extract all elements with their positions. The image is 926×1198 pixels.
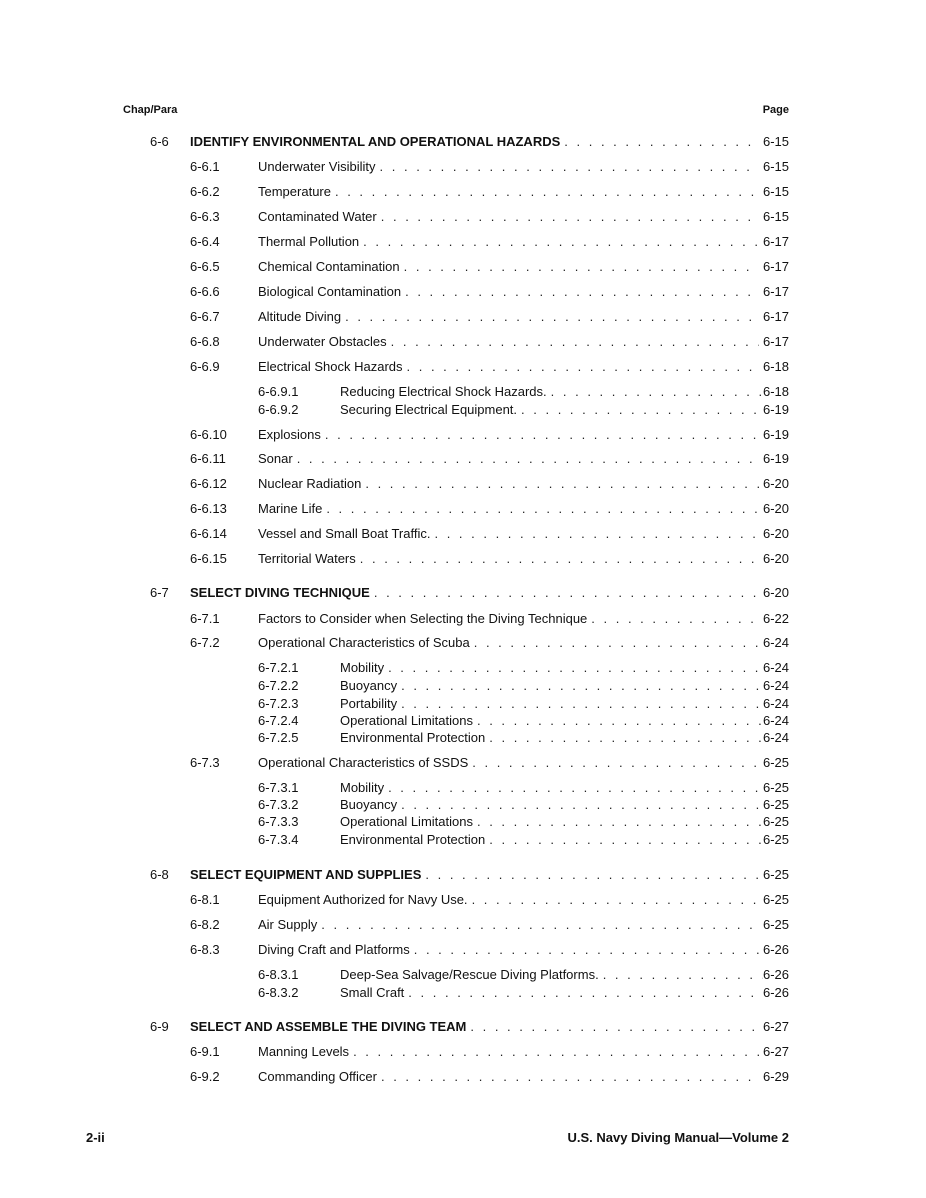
section-number: 6-8.1 bbox=[190, 892, 220, 907]
toc-entry[interactable] bbox=[190, 183, 789, 200]
toc-entry[interactable] bbox=[190, 754, 789, 771]
section-title: Marine Life bbox=[258, 501, 323, 516]
page-reference: 6-19 bbox=[762, 427, 789, 442]
toc-entry[interactable] bbox=[258, 831, 789, 848]
page-reference: 6-24 bbox=[762, 730, 789, 745]
page-reference: 6-25 bbox=[762, 832, 789, 847]
page-reference: 6-24 bbox=[762, 678, 789, 693]
section-title: Small Craft bbox=[340, 985, 405, 1000]
dot-leader bbox=[388, 779, 763, 796]
section-title: SELECT EQUIPMENT AND SUPPLIES bbox=[190, 867, 422, 882]
toc-entry[interactable] bbox=[258, 796, 789, 813]
page-reference: 6-17 bbox=[762, 234, 789, 249]
toc-entry[interactable] bbox=[190, 941, 789, 958]
section-title: Operational Characteristics of Scuba bbox=[258, 635, 470, 650]
page-reference: 6-27 bbox=[762, 1044, 789, 1059]
section-title: Reducing Electrical Shock Hazards. bbox=[340, 384, 547, 399]
page-reference: 6-25 bbox=[762, 814, 789, 829]
page-reference: 6-20 bbox=[762, 526, 789, 541]
toc-entry[interactable] bbox=[190, 891, 789, 908]
toc-entry[interactable] bbox=[150, 866, 789, 883]
section-number: 6-6.12 bbox=[190, 476, 227, 491]
section-title: Mobility bbox=[340, 780, 385, 795]
section-number: 6-6.11 bbox=[190, 451, 226, 466]
dot-leader bbox=[388, 659, 763, 676]
toc-entry[interactable] bbox=[190, 500, 789, 517]
dot-leader bbox=[360, 550, 759, 567]
column-header-chap-para: Chap/Para bbox=[123, 104, 178, 116]
page-reference: 6-25 bbox=[762, 917, 789, 932]
document-title: U.S. Navy Diving Manual—Volume 2 bbox=[567, 1130, 789, 1145]
page-reference: 6-20 bbox=[762, 501, 789, 516]
section-number: 6-7.1 bbox=[190, 611, 220, 626]
section-title: SELECT DIVING TECHNIQUE bbox=[190, 585, 370, 600]
section-number: 6-6.9.1 bbox=[258, 384, 299, 399]
dot-leader bbox=[591, 610, 759, 627]
toc-entry[interactable] bbox=[258, 401, 789, 418]
page-reference: 6-27 bbox=[762, 1019, 789, 1034]
section-number: 6-7.2.4 bbox=[258, 713, 299, 728]
section-title: Underwater Visibility bbox=[258, 159, 376, 174]
section-title: Diving Craft and Platforms bbox=[258, 942, 410, 957]
toc-entry[interactable] bbox=[190, 233, 789, 250]
section-number: 6-7.2.5 bbox=[258, 730, 299, 745]
section-title: Operational Limitations bbox=[340, 713, 473, 728]
dot-leader bbox=[407, 358, 759, 375]
section-title: SELECT AND ASSEMBLE THE DIVING TEAM bbox=[190, 1019, 467, 1034]
dot-leader bbox=[381, 208, 759, 225]
section-title: Underwater Obstacles bbox=[258, 334, 387, 349]
dot-leader bbox=[474, 634, 759, 651]
page-reference: 6-15 bbox=[762, 184, 789, 199]
section-title: Manning Levels bbox=[258, 1044, 350, 1059]
dot-leader bbox=[363, 233, 759, 250]
section-number: 6-7.3.1 bbox=[258, 780, 299, 795]
dot-leader bbox=[374, 584, 759, 601]
section-number: 6-9.1 bbox=[190, 1044, 220, 1059]
section-number: 6-8 bbox=[150, 867, 169, 882]
page-reference: 6-22 bbox=[762, 611, 789, 626]
section-title: Nuclear Radiation bbox=[258, 476, 362, 491]
dot-leader bbox=[489, 831, 763, 848]
section-title: Equipment Authorized for Navy Use. bbox=[258, 892, 468, 907]
section-number: 6-7.3.2 bbox=[258, 797, 299, 812]
section-number: 6-6.8 bbox=[190, 334, 220, 349]
section-number: 6-7.2 bbox=[190, 635, 220, 650]
section-number: 6-6.1 bbox=[190, 159, 220, 174]
page-reference: 6-15 bbox=[762, 209, 789, 224]
toc-entry[interactable] bbox=[190, 208, 789, 225]
section-number: 6-7.3.3 bbox=[258, 814, 299, 829]
section-title: Altitude Diving bbox=[258, 309, 342, 324]
toc-entry[interactable] bbox=[190, 610, 789, 627]
section-number: 6-8.3.2 bbox=[258, 985, 299, 1000]
section-number: 6-6.10 bbox=[190, 427, 227, 442]
toc-entry[interactable] bbox=[190, 525, 789, 542]
dot-leader bbox=[408, 984, 763, 1001]
page-reference: 6-24 bbox=[762, 660, 789, 675]
dot-leader bbox=[297, 450, 759, 467]
toc-entry[interactable] bbox=[190, 1043, 789, 1060]
dot-leader bbox=[477, 813, 763, 830]
dot-leader bbox=[405, 283, 759, 300]
section-number: 6-9 bbox=[150, 1019, 169, 1034]
dot-leader bbox=[401, 796, 763, 813]
toc-entry[interactable] bbox=[258, 712, 789, 729]
section-number: 6-6.4 bbox=[190, 234, 220, 249]
page-reference: 6-24 bbox=[762, 713, 789, 728]
dot-leader bbox=[401, 677, 763, 694]
section-number: 6-8.2 bbox=[190, 917, 220, 932]
dot-leader bbox=[380, 158, 759, 175]
page-reference: 6-18 bbox=[762, 384, 789, 399]
dot-leader bbox=[521, 401, 763, 418]
dot-leader bbox=[603, 966, 763, 983]
toc-entry[interactable] bbox=[258, 779, 789, 796]
section-title: Buoyancy bbox=[340, 678, 398, 693]
toc-entry[interactable] bbox=[190, 634, 789, 651]
toc-entry[interactable] bbox=[258, 695, 789, 712]
section-title: Chemical Contamination bbox=[258, 259, 400, 274]
dot-leader bbox=[326, 500, 759, 517]
toc-entry[interactable] bbox=[190, 358, 789, 375]
dot-leader bbox=[470, 1018, 759, 1035]
page-reference: 6-20 bbox=[762, 551, 789, 566]
dot-leader bbox=[564, 133, 759, 150]
page-reference: 6-18 bbox=[762, 359, 789, 374]
section-title: Air Supply bbox=[258, 917, 318, 932]
page-reference: 6-26 bbox=[762, 967, 789, 982]
section-title: Contaminated Water bbox=[258, 209, 377, 224]
section-number: 6-8.3 bbox=[190, 942, 220, 957]
section-number: 6-6 bbox=[150, 134, 169, 149]
page-reference: 6-24 bbox=[762, 696, 789, 711]
section-number: 6-6.6 bbox=[190, 284, 220, 299]
section-title: Explosions bbox=[258, 427, 321, 442]
toc-entry[interactable] bbox=[190, 550, 789, 567]
dot-leader bbox=[404, 258, 759, 275]
toc-entry[interactable] bbox=[190, 450, 789, 467]
dot-leader bbox=[365, 475, 759, 492]
section-title: Securing Electrical Equipment. bbox=[340, 402, 518, 417]
section-number: 6-6.9 bbox=[190, 359, 220, 374]
dot-leader bbox=[381, 1068, 759, 1085]
toc-entry[interactable] bbox=[190, 1068, 789, 1085]
section-number: 6-6.3 bbox=[190, 209, 220, 224]
dot-leader bbox=[335, 183, 759, 200]
section-title: Environmental Protection bbox=[340, 730, 486, 745]
section-title: Vessel and Small Boat Traffic. bbox=[258, 526, 431, 541]
section-number: 6-6.15 bbox=[190, 551, 227, 566]
section-title: Thermal Pollution bbox=[258, 234, 360, 249]
section-number: 6-7 bbox=[150, 585, 169, 600]
section-number: 6-7.2.1 bbox=[258, 660, 299, 675]
toc-entry[interactable] bbox=[258, 383, 789, 400]
section-number: 6-7.2.3 bbox=[258, 696, 299, 711]
dot-leader bbox=[472, 754, 759, 771]
dot-leader bbox=[414, 941, 759, 958]
dot-leader bbox=[321, 916, 759, 933]
page-reference: 6-20 bbox=[762, 585, 789, 600]
toc-entry[interactable] bbox=[258, 984, 789, 1001]
dot-leader bbox=[345, 308, 759, 325]
dot-leader bbox=[489, 729, 763, 746]
page-reference: 6-19 bbox=[762, 451, 789, 466]
section-title: Factors to Consider when Selecting the Diving Technique bbox=[258, 611, 588, 626]
toc-entry[interactable] bbox=[258, 813, 789, 830]
dot-leader bbox=[434, 525, 759, 542]
section-title: Operational Characteristics of SSDS bbox=[258, 755, 469, 770]
section-number: 6-7.2.2 bbox=[258, 678, 299, 693]
page-number: 2-ii bbox=[86, 1130, 105, 1145]
toc-entry[interactable] bbox=[150, 133, 789, 150]
section-title: Temperature bbox=[258, 184, 331, 199]
page-reference: 6-15 bbox=[762, 134, 789, 149]
page-reference: 6-17 bbox=[762, 309, 789, 324]
dot-leader bbox=[472, 891, 759, 908]
section-number: 6-8.3.1 bbox=[258, 967, 299, 982]
section-number: 6-6.5 bbox=[190, 259, 220, 274]
column-header-page: Page bbox=[762, 104, 789, 116]
page-reference: 6-25 bbox=[762, 797, 789, 812]
section-number: 6-6.7 bbox=[190, 309, 220, 324]
toc-entry[interactable] bbox=[190, 475, 789, 492]
dot-leader bbox=[401, 695, 763, 712]
toc-entry[interactable] bbox=[190, 916, 789, 933]
section-title: Commanding Officer bbox=[258, 1069, 377, 1084]
section-title: Mobility bbox=[340, 660, 385, 675]
page-reference: 6-24 bbox=[762, 635, 789, 650]
page-reference: 6-26 bbox=[762, 985, 789, 1000]
section-title: Buoyancy bbox=[340, 797, 398, 812]
page-reference: 6-17 bbox=[762, 334, 789, 349]
toc-entry[interactable] bbox=[258, 966, 789, 983]
toc-entry[interactable] bbox=[190, 308, 789, 325]
page-reference: 6-29 bbox=[762, 1069, 789, 1084]
toc-entry[interactable] bbox=[190, 283, 789, 300]
dot-leader bbox=[353, 1043, 759, 1060]
dot-leader bbox=[551, 383, 763, 400]
page-reference: 6-25 bbox=[762, 892, 789, 907]
page-reference: 6-20 bbox=[762, 476, 789, 491]
section-title: Deep-Sea Salvage/Rescue Diving Platforms. bbox=[340, 967, 599, 982]
toc-entry[interactable] bbox=[190, 158, 789, 175]
section-number: 6-7.3 bbox=[190, 755, 220, 770]
toc-entry[interactable] bbox=[150, 1018, 789, 1035]
section-number: 6-6.9.2 bbox=[258, 402, 299, 417]
page-reference: 6-19 bbox=[762, 402, 789, 417]
page-reference: 6-15 bbox=[762, 159, 789, 174]
toc-entry[interactable] bbox=[190, 258, 789, 275]
page-reference: 6-17 bbox=[762, 259, 789, 274]
section-title: IDENTIFY ENVIRONMENTAL AND OPERATIONAL HAZARDS bbox=[190, 134, 561, 149]
dot-leader bbox=[425, 866, 759, 883]
section-number: 6-6.14 bbox=[190, 526, 227, 541]
section-title: Electrical Shock Hazards bbox=[258, 359, 403, 374]
dot-leader bbox=[325, 426, 759, 443]
section-number: 6-9.2 bbox=[190, 1069, 220, 1084]
section-title: Environmental Protection bbox=[340, 832, 486, 847]
toc-entry[interactable] bbox=[258, 677, 789, 694]
toc-entry[interactable] bbox=[258, 659, 789, 676]
section-number: 6-6.2 bbox=[190, 184, 220, 199]
page-reference: 6-25 bbox=[762, 867, 789, 882]
section-title: Portability bbox=[340, 696, 398, 711]
page-reference: 6-17 bbox=[762, 284, 789, 299]
section-title: Territorial Waters bbox=[258, 551, 356, 566]
section-title: Biological Contamination bbox=[258, 284, 402, 299]
section-title: Operational Limitations bbox=[340, 814, 473, 829]
section-number: 6-7.3.4 bbox=[258, 832, 299, 847]
toc-entry[interactable] bbox=[258, 729, 789, 746]
page-reference: 6-25 bbox=[762, 780, 789, 795]
toc-entry[interactable] bbox=[190, 333, 789, 350]
dot-leader bbox=[391, 333, 759, 350]
dot-leader bbox=[477, 712, 763, 729]
toc-entry[interactable] bbox=[190, 426, 789, 443]
section-title: Sonar bbox=[258, 451, 293, 466]
page-reference: 6-26 bbox=[762, 942, 789, 957]
toc-entry[interactable] bbox=[150, 584, 789, 601]
section-number: 6-6.13 bbox=[190, 501, 227, 516]
page-reference: 6-25 bbox=[762, 755, 789, 770]
